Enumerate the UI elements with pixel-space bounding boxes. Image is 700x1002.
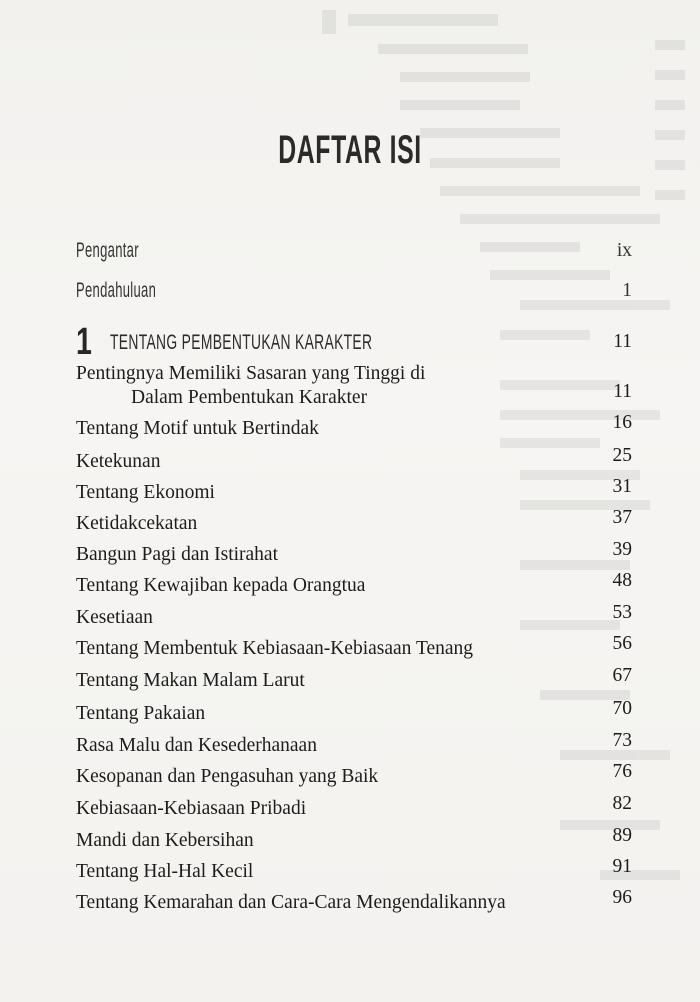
toc-entry-title: Bangun Pagi dan Istirahat xyxy=(76,544,278,565)
toc-entry-title: Pengantar xyxy=(76,239,139,262)
toc-entry-pengantar[interactable] xyxy=(76,239,632,263)
toc-entry[interactable] xyxy=(76,602,632,630)
toc-entry-title-line1: Pentingnya Memiliki Sasaran yang Tinggi di xyxy=(76,363,426,384)
toc-entry-page: 48 xyxy=(612,570,632,591)
toc-entry[interactable] xyxy=(76,412,632,441)
toc-entry-page: ix xyxy=(616,240,632,261)
toc-entry-page: 31 xyxy=(612,476,632,497)
toc-entry[interactable] xyxy=(76,445,632,474)
toc-entry-page: 37 xyxy=(612,507,632,528)
chapter-title: TENTANG PEMBENTUKAN KARAKTER xyxy=(110,331,373,354)
toc-entry-page: 96 xyxy=(612,887,632,908)
toc-entry[interactable] xyxy=(76,476,632,505)
toc-entry-title: Tentang Makan Malam Larut xyxy=(76,670,305,691)
toc-entry[interactable] xyxy=(76,825,632,853)
toc-entry[interactable] xyxy=(76,887,632,915)
chapter-heading[interactable] xyxy=(76,321,632,363)
toc-entry-title: Tentang Kemarahan dan Cara-Cara Mengendalikannya xyxy=(76,892,506,913)
toc-entry[interactable] xyxy=(76,362,632,410)
toc-entry[interactable] xyxy=(76,633,632,661)
toc-entry-title: Pendahuluan xyxy=(76,279,157,302)
toc-entry-page: 56 xyxy=(612,633,632,654)
toc-entry-page: 76 xyxy=(612,761,632,782)
toc-entry-title: Tentang Hal-Hal Kecil xyxy=(76,861,254,882)
toc-entry-page: 91 xyxy=(612,856,632,877)
toc-entry-page: 70 xyxy=(612,698,632,719)
toc-entry-title: Kesetiaan xyxy=(76,607,153,628)
toc-entry-page: 82 xyxy=(612,793,632,814)
toc-entry-page: 53 xyxy=(612,602,632,623)
toc-entry-title: Tentang Membentuk Kebiasaan-Kebiasaan Tenang xyxy=(76,638,474,659)
toc-entry[interactable] xyxy=(76,698,632,726)
toc-entry[interactable] xyxy=(76,730,632,758)
toc-entry-title: Kesopanan dan Pengasuhan yang Baik xyxy=(76,766,379,787)
chapter-number: 1 xyxy=(76,321,92,363)
toc-entry-title: Ketidakcekatan xyxy=(76,513,198,534)
toc-entry-title: Kebiasaan-Kebiasaan Pribadi xyxy=(76,798,307,819)
toc-entry[interactable] xyxy=(76,507,632,536)
toc-entry[interactable] xyxy=(76,793,632,821)
toc-entry-title: Ketekunan xyxy=(76,451,161,472)
toc-entry-title: Tentang Motif untuk Bertindak xyxy=(76,418,319,439)
toc-entry-title: Tentang Pakaian xyxy=(76,703,206,724)
chapter-page: 11 xyxy=(613,331,632,352)
toc-entry-page: 25 xyxy=(612,445,632,466)
toc-entry-page: 11 xyxy=(613,381,632,402)
toc-entry-page: 39 xyxy=(612,539,632,560)
toc-entry-title: Rasa Malu dan Kesederhanaan xyxy=(76,735,317,756)
toc-entry[interactable] xyxy=(76,761,632,789)
toc-entry-title: Tentang Ekonomi xyxy=(76,482,215,503)
toc-entry-title-line2: Dalam Pembentukan Karakter xyxy=(131,387,368,408)
toc-entry-title: Mandi dan Kebersihan xyxy=(76,830,254,851)
toc-entry[interactable] xyxy=(76,856,632,884)
toc-entry-pendahuluan[interactable] xyxy=(76,279,632,303)
toc-entry-title: Tentang Kewajiban kepada Orangtua xyxy=(76,575,366,596)
toc-entry-page: 67 xyxy=(612,665,632,686)
toc-entry[interactable] xyxy=(76,539,632,567)
toc-entry-page: 73 xyxy=(612,730,632,751)
toc-entry[interactable] xyxy=(76,570,632,598)
page-title: DAFTAR ISI xyxy=(278,128,422,172)
toc-entry-page: 89 xyxy=(612,825,632,846)
toc-entry[interactable] xyxy=(76,665,632,693)
toc-entry-page: 16 xyxy=(612,412,632,433)
toc-entry-page: 1 xyxy=(622,280,632,301)
